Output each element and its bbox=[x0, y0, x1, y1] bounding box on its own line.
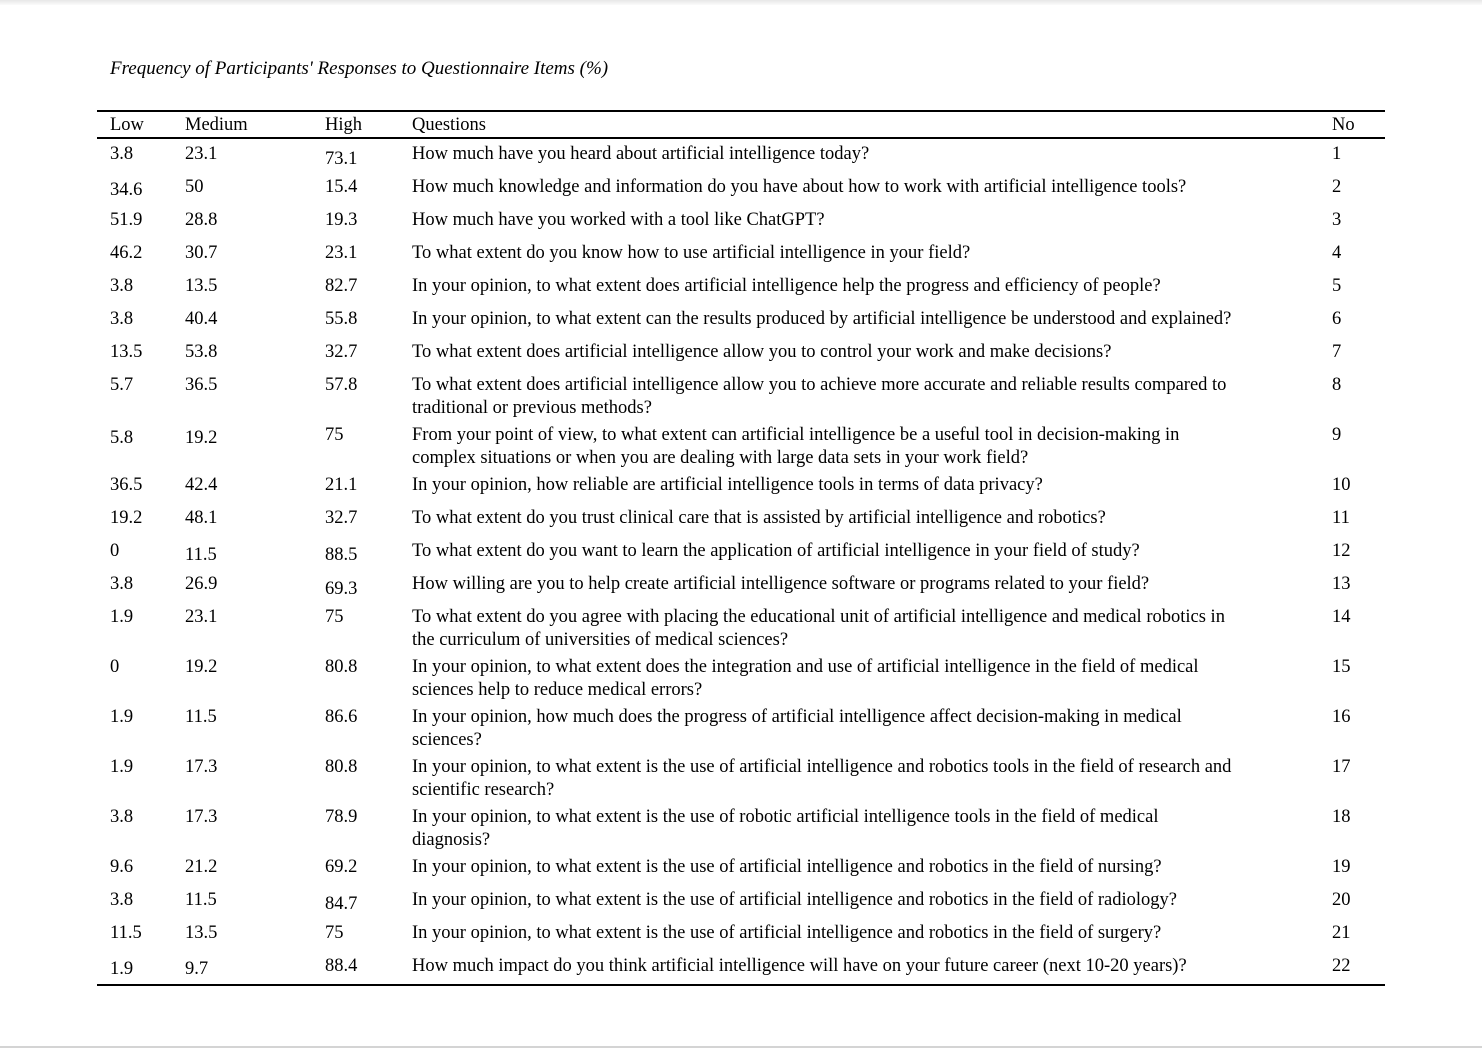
cell-low: 3.8 bbox=[110, 807, 134, 827]
cell-no: 20 bbox=[1332, 890, 1351, 910]
table-row bbox=[97, 918, 1385, 951]
cell-low: 3.8 bbox=[110, 309, 134, 329]
cell-high: 88.4 bbox=[325, 956, 358, 976]
question-line: In your opinion, to what extent is the use of artificial intelligence and robotics tools in the field of research and bbox=[412, 757, 1232, 777]
table-row bbox=[97, 370, 1385, 420]
cell-medium: 17.3 bbox=[185, 807, 218, 827]
question-line: In your opinion, how much does the progress of artificial intelligence affect decision-making in medical bbox=[412, 707, 1182, 727]
cell-no: 18 bbox=[1332, 807, 1351, 827]
cell-question bbox=[412, 176, 1332, 199]
cell-question bbox=[412, 889, 1332, 912]
question-line: How willing are you to help create artificial intelligence software or programs related to your field? bbox=[412, 574, 1150, 594]
question-line: In your opinion, to what extent is the use of artificial intelligence and robotics in the field of surgery? bbox=[412, 923, 1162, 943]
question-line: sciences? bbox=[412, 730, 482, 750]
question-line: To what extent do you know how to use artificial intelligence in your field? bbox=[412, 243, 971, 263]
cell-medium: 11.5 bbox=[185, 545, 217, 565]
table-row bbox=[97, 652, 1385, 702]
cell-low: 46.2 bbox=[110, 243, 143, 263]
cell-medium: 48.1 bbox=[185, 508, 218, 528]
cell-question bbox=[412, 374, 1332, 420]
question-line: To what extent do you want to learn the application of artificial intelligence in your field of study? bbox=[412, 541, 1140, 561]
question-line: In your opinion, to what extent is the use of artificial intelligence and robotics in the field of nursing? bbox=[412, 857, 1162, 877]
question-line: traditional or previous methods? bbox=[412, 398, 652, 418]
cell-high: 23.1 bbox=[325, 243, 358, 263]
cell-medium: 28.8 bbox=[185, 210, 218, 230]
cell-medium: 30.7 bbox=[185, 243, 218, 263]
table-row bbox=[97, 172, 1385, 205]
cell-low: 3.8 bbox=[110, 276, 134, 296]
table-row bbox=[97, 420, 1385, 470]
table-row bbox=[97, 569, 1385, 602]
table-row bbox=[97, 337, 1385, 370]
cell-no: 21 bbox=[1332, 923, 1351, 943]
cell-low: 3.8 bbox=[110, 890, 134, 910]
cell-high: 55.8 bbox=[325, 309, 358, 329]
cell-question bbox=[412, 242, 1332, 265]
cell-no: 14 bbox=[1332, 607, 1351, 627]
cell-question bbox=[412, 606, 1332, 652]
cell-medium: 13.5 bbox=[185, 923, 218, 943]
cell-high: 88.5 bbox=[325, 545, 358, 565]
cell-question bbox=[412, 507, 1332, 530]
cell-no: 17 bbox=[1332, 757, 1351, 777]
question-line: In your opinion, to what extent can the results produced by artificial intelligence be understood and explained? bbox=[412, 309, 1232, 329]
question-line: To what extent does artificial intelligence allow you to control your work and make decisions? bbox=[412, 342, 1112, 362]
page-bottom-edge bbox=[0, 1046, 1482, 1048]
cell-low: 1.9 bbox=[110, 959, 134, 979]
cell-question bbox=[412, 656, 1332, 702]
table-row bbox=[97, 602, 1385, 652]
cell-low: 5.8 bbox=[110, 428, 134, 448]
cell-no: 1 bbox=[1332, 144, 1342, 164]
cell-high: 80.8 bbox=[325, 757, 358, 777]
table-row bbox=[97, 271, 1385, 304]
cell-question bbox=[412, 856, 1332, 879]
cell-no: 2 bbox=[1332, 177, 1342, 197]
cell-question bbox=[412, 573, 1332, 596]
cell-question bbox=[412, 308, 1332, 331]
cell-low: 51.9 bbox=[110, 210, 143, 230]
cell-high: 57.8 bbox=[325, 375, 358, 395]
cell-medium: 19.2 bbox=[185, 428, 218, 448]
table-row bbox=[97, 238, 1385, 271]
cell-low: 36.5 bbox=[110, 475, 143, 495]
cell-no: 6 bbox=[1332, 309, 1342, 329]
cell-question bbox=[412, 756, 1332, 802]
header-medium: Medium bbox=[185, 115, 248, 135]
cell-low: 0 bbox=[110, 657, 120, 677]
table-caption: Frequency of Participants' Responses to Questionnaire Items (%) bbox=[110, 58, 609, 79]
table-row bbox=[97, 205, 1385, 238]
cell-medium: 50 bbox=[185, 177, 204, 197]
page-top-edge bbox=[0, 0, 1482, 5]
question-line: scientific research? bbox=[412, 780, 555, 800]
cell-medium: 36.5 bbox=[185, 375, 218, 395]
cell-no: 4 bbox=[1332, 243, 1342, 263]
table-row bbox=[97, 885, 1385, 918]
cell-no: 12 bbox=[1332, 541, 1351, 561]
question-line: In your opinion, to what extent is the use of robotic artificial intelligence tools in the field of medical bbox=[412, 807, 1159, 827]
cell-high: 32.7 bbox=[325, 342, 358, 362]
cell-high: 75 bbox=[325, 607, 344, 627]
table-row bbox=[97, 752, 1385, 802]
question-line: In your opinion, to what extent does artificial intelligence help the progress and efficiency of people? bbox=[412, 276, 1161, 296]
cell-question bbox=[412, 275, 1332, 298]
cell-low: 34.6 bbox=[110, 180, 143, 200]
cell-high: 69.3 bbox=[325, 579, 358, 599]
cell-low: 3.8 bbox=[110, 144, 134, 164]
table-row bbox=[97, 139, 1385, 172]
cell-low: 1.9 bbox=[110, 607, 134, 627]
table-row bbox=[97, 503, 1385, 536]
cell-medium: 11.5 bbox=[185, 890, 217, 910]
question-line: How much have you heard about artificial intelligence today? bbox=[412, 144, 870, 164]
cell-question bbox=[412, 540, 1332, 563]
header-no: No bbox=[1332, 115, 1355, 135]
cell-high: 19.3 bbox=[325, 210, 358, 230]
cell-low: 1.9 bbox=[110, 707, 134, 727]
cell-question bbox=[412, 474, 1332, 497]
cell-medium: 53.8 bbox=[185, 342, 218, 362]
table-row bbox=[97, 802, 1385, 852]
cell-high: 75 bbox=[325, 425, 344, 445]
question-line: In your opinion, to what extent does the integration and use of artificial intelligence in the field of medical bbox=[412, 657, 1199, 677]
header-low: Low bbox=[110, 115, 144, 135]
cell-high: 21.1 bbox=[325, 475, 358, 495]
table-row bbox=[97, 702, 1385, 752]
cell-question bbox=[412, 341, 1332, 364]
question-line: How much impact do you think artificial intelligence will have on your future career (next 10-20 years)? bbox=[412, 956, 1187, 976]
cell-high: 78.9 bbox=[325, 807, 358, 827]
cell-high: 86.6 bbox=[325, 707, 358, 727]
cell-question bbox=[412, 143, 1332, 166]
cell-no: 15 bbox=[1332, 657, 1351, 677]
question-line: From your point of view, to what extent can artificial intelligence be a useful tool in decision-making in bbox=[412, 425, 1180, 445]
cell-medium: 9.7 bbox=[185, 959, 209, 979]
table-row bbox=[97, 951, 1385, 984]
cell-no: 16 bbox=[1332, 707, 1351, 727]
cell-high: 82.7 bbox=[325, 276, 358, 296]
cell-low: 13.5 bbox=[110, 342, 143, 362]
cell-medium: 42.4 bbox=[185, 475, 218, 495]
question-line: diagnosis? bbox=[412, 830, 491, 850]
table-row bbox=[97, 852, 1385, 885]
cell-high: 69.2 bbox=[325, 857, 358, 877]
cell-no: 13 bbox=[1332, 574, 1351, 594]
cell-no: 7 bbox=[1332, 342, 1342, 362]
cell-high: 32.7 bbox=[325, 508, 358, 528]
header-questions: Questions bbox=[412, 115, 486, 135]
cell-medium: 21.2 bbox=[185, 857, 218, 877]
cell-low: 9.6 bbox=[110, 857, 134, 877]
cell-high: 73.1 bbox=[325, 149, 358, 169]
table-row bbox=[97, 304, 1385, 337]
cell-medium: 13.5 bbox=[185, 276, 218, 296]
cell-high: 80.8 bbox=[325, 657, 358, 677]
cell-no: 8 bbox=[1332, 375, 1342, 395]
cell-question bbox=[412, 424, 1332, 470]
cell-no: 3 bbox=[1332, 210, 1342, 230]
cell-medium: 26.9 bbox=[185, 574, 218, 594]
cell-low: 19.2 bbox=[110, 508, 143, 528]
table-row bbox=[97, 536, 1385, 569]
question-line: complex situations or when you are dealing with large data sets in your work field? bbox=[412, 448, 1029, 468]
header-high: High bbox=[325, 115, 362, 135]
cell-medium: 40.4 bbox=[185, 309, 218, 329]
cell-low: 11.5 bbox=[110, 923, 142, 943]
cell-medium: 23.1 bbox=[185, 607, 218, 627]
question-line: To what extent does artificial intelligence allow you to achieve more accurate and reliable results compared to bbox=[412, 375, 1227, 395]
cell-no: 11 bbox=[1332, 508, 1350, 528]
cell-question bbox=[412, 922, 1332, 945]
cell-no: 9 bbox=[1332, 425, 1342, 445]
cell-low: 0 bbox=[110, 541, 120, 561]
question-line: In your opinion, how reliable are artificial intelligence tools in terms of data privacy? bbox=[412, 475, 1043, 495]
cell-no: 19 bbox=[1332, 857, 1351, 877]
question-line: In your opinion, to what extent is the use of artificial intelligence and robotics in the field of radiology? bbox=[412, 890, 1177, 910]
cell-no: 10 bbox=[1332, 475, 1351, 495]
questionnaire-table bbox=[97, 110, 1385, 986]
question-line: To what extent do you agree with placing the educational unit of artificial intelligence and medical robotics in bbox=[412, 607, 1225, 627]
cell-high: 15.4 bbox=[325, 177, 358, 197]
cell-question bbox=[412, 955, 1332, 978]
cell-medium: 17.3 bbox=[185, 757, 218, 777]
cell-low: 3.8 bbox=[110, 574, 134, 594]
table-row bbox=[97, 470, 1385, 503]
cell-low: 1.9 bbox=[110, 757, 134, 777]
cell-low: 5.7 bbox=[110, 375, 134, 395]
cell-medium: 19.2 bbox=[185, 657, 218, 677]
cell-high: 84.7 bbox=[325, 894, 358, 914]
table-body bbox=[97, 139, 1385, 984]
question-line: How much have you worked with a tool like ChatGPT? bbox=[412, 210, 825, 230]
question-line: the curriculum of universities of medical sciences? bbox=[412, 630, 789, 650]
cell-question bbox=[412, 209, 1332, 232]
cell-no: 22 bbox=[1332, 956, 1351, 976]
cell-medium: 23.1 bbox=[185, 144, 218, 164]
cell-medium: 11.5 bbox=[185, 707, 217, 727]
cell-question bbox=[412, 706, 1332, 752]
cell-no: 5 bbox=[1332, 276, 1342, 296]
cell-question bbox=[412, 806, 1332, 852]
cell-high: 75 bbox=[325, 923, 344, 943]
question-line: sciences help to reduce medical errors? bbox=[412, 680, 703, 700]
question-line: To what extent do you trust clinical care that is assisted by artificial intelligence and robotics? bbox=[412, 508, 1106, 528]
table-header-row bbox=[97, 112, 1385, 139]
question-line: How much knowledge and information do you have about how to work with artificial intelligence tools? bbox=[412, 177, 1187, 197]
